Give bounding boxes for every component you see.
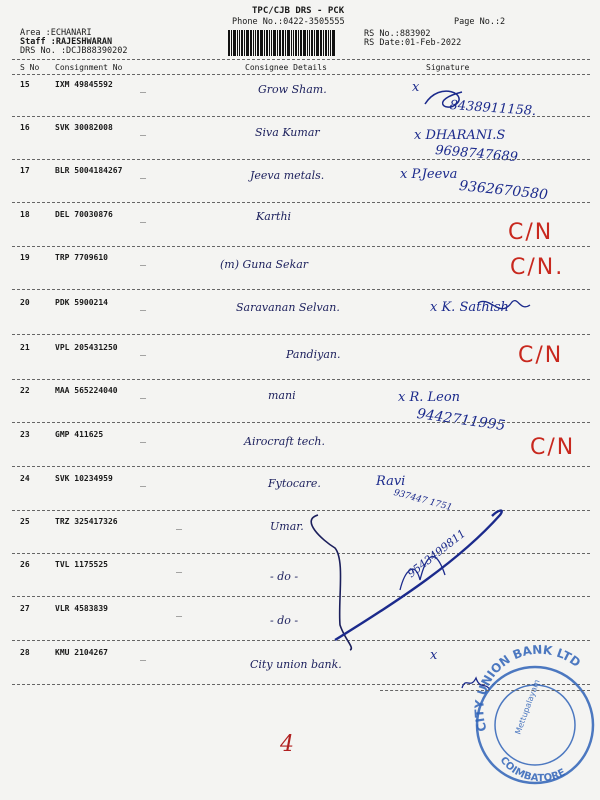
row-cn-mark: C/N xyxy=(508,220,554,245)
row-dash: _ xyxy=(176,606,183,617)
row-phone: 9543499811 xyxy=(405,526,469,581)
stamp-text-bottom: COIMBATORE xyxy=(497,754,568,785)
row-signature: x xyxy=(412,80,420,95)
row-consignment-no: TRP 7709610 xyxy=(55,253,108,262)
staff-label: Staff :RAJESHWARAN xyxy=(20,37,113,47)
row-consignee: Pandiyan. xyxy=(286,348,341,361)
row-consignee: Grow Sham. xyxy=(258,83,327,96)
svg-text:COIMBATORE xyxy=(498,755,568,784)
row-sno: 25 xyxy=(20,517,30,526)
row-sno: 27 xyxy=(20,604,30,613)
doc-title: TPC/CJB DRS - PCK xyxy=(252,6,345,16)
row-consignee: - do - xyxy=(270,570,299,583)
col-header-signature: Signature xyxy=(426,63,470,72)
col-header-sno: S No xyxy=(20,63,40,72)
row-consignee: (m) Guna Sekar xyxy=(220,258,309,271)
row-dash: _ xyxy=(176,562,183,573)
row-sno: 17 xyxy=(20,166,30,175)
row-consignment-no: BLR 5004184267 xyxy=(55,166,123,175)
row-dash: _ xyxy=(140,345,147,356)
row-signature: Ravi xyxy=(376,474,406,489)
rs-date: RS Date:01-Feb-2022 xyxy=(364,38,462,48)
bottom-rule xyxy=(380,690,590,691)
row-signature: x K. Sathish xyxy=(430,300,509,315)
row-sno: 15 xyxy=(20,80,30,89)
row-sno: 24 xyxy=(20,474,30,483)
row-consignment-no: KMU 2104267 xyxy=(55,648,108,657)
row-consignment-no: SVK 10234959 xyxy=(55,474,113,483)
row-consignee: Saravanan Selvan. xyxy=(236,301,340,314)
col-header-consignment: Consignment No xyxy=(55,63,123,72)
row-dash: _ xyxy=(140,476,147,487)
row-dash: _ xyxy=(176,519,183,530)
row-consignment-no: PDK 5900214 xyxy=(55,298,108,307)
phone-number: Phone No.:0422-3505555 xyxy=(232,17,345,27)
row-phone: 9698747689 xyxy=(434,143,519,166)
row-consignment-no: MAA 565224040 xyxy=(55,386,118,395)
row-sno: 19 xyxy=(20,253,30,262)
row-signature: x P.Jeeva xyxy=(400,167,458,182)
row-signature: x DHARANI.S xyxy=(414,128,506,143)
row-phone: 8438911158. xyxy=(448,98,537,120)
row-dash: _ xyxy=(140,82,147,93)
drs-number: DRS No. :DCJB88390202 xyxy=(20,46,128,56)
row-phone: 937447 1751 xyxy=(392,488,454,514)
row-consignment-no: VPL 205431250 xyxy=(55,343,118,352)
row-phone: 9442711995 xyxy=(415,406,507,435)
row-consignee: City union bank. xyxy=(250,658,342,671)
row-sno: 28 xyxy=(20,648,30,657)
col-header-consignee: Consignee Details xyxy=(245,63,327,72)
row-dash: _ xyxy=(140,300,147,311)
row-cn-mark: C/N xyxy=(518,343,564,368)
page-mark: 4 xyxy=(280,732,294,757)
row-dash: _ xyxy=(140,125,147,136)
row-consignment-no: TRZ 325417326 xyxy=(55,517,118,526)
page-number: Page No.:2 xyxy=(454,17,506,27)
row-cn-mark: C/N xyxy=(530,435,576,460)
stamp-text-branch: Mettupalayam xyxy=(513,678,542,736)
row-sno: 18 xyxy=(20,210,30,219)
row-dash: _ xyxy=(140,432,147,443)
row-consignment-no: DEL 70030876 xyxy=(55,210,113,219)
row-sno: 26 xyxy=(20,560,30,569)
row-consignment-no: TVL 1175525 xyxy=(55,560,108,569)
area-label: Area :ECHANARI xyxy=(20,28,92,38)
row-dash: _ xyxy=(140,255,147,266)
row-phone: 9362670580 xyxy=(458,178,549,204)
row-consignment-no: GMP 411625 xyxy=(55,430,104,439)
row-dash: _ xyxy=(140,212,147,223)
row-cn-mark: C/N. xyxy=(510,255,565,280)
row-consignee: Airocraft tech. xyxy=(244,435,325,448)
row-sno: 21 xyxy=(20,343,30,352)
row-consignee: Umar. xyxy=(270,520,304,533)
row-dash: _ xyxy=(140,388,147,399)
row-signature: x R. Leon xyxy=(398,390,461,405)
row-sno: 22 xyxy=(20,386,30,395)
row-consignee: mani xyxy=(268,389,296,402)
row-consignment-no: VLR 4583839 xyxy=(55,604,108,613)
row-consignee: Fytocare. xyxy=(268,477,321,490)
row-consignee: Karthi xyxy=(256,210,292,223)
row-consignee: Siva Kumar xyxy=(255,126,320,139)
row-consignee: Jeeva metals. xyxy=(250,169,325,182)
stamp-text-top: CITY UNION BANK LTD xyxy=(472,642,584,734)
row-consignment-no: SVK 30082008 xyxy=(55,123,113,132)
row-signature: x xyxy=(430,648,438,663)
row-sno: 23 xyxy=(20,430,30,439)
row-dash: _ xyxy=(140,168,147,179)
row-dash: _ xyxy=(140,650,147,661)
row-sno: 16 xyxy=(20,123,30,132)
row-consignee: - do - xyxy=(270,614,299,627)
row-consignment-no: IXM 49845592 xyxy=(55,80,113,89)
rs-number: RS No.:883902 xyxy=(364,29,431,39)
row-sno: 20 xyxy=(20,298,30,307)
